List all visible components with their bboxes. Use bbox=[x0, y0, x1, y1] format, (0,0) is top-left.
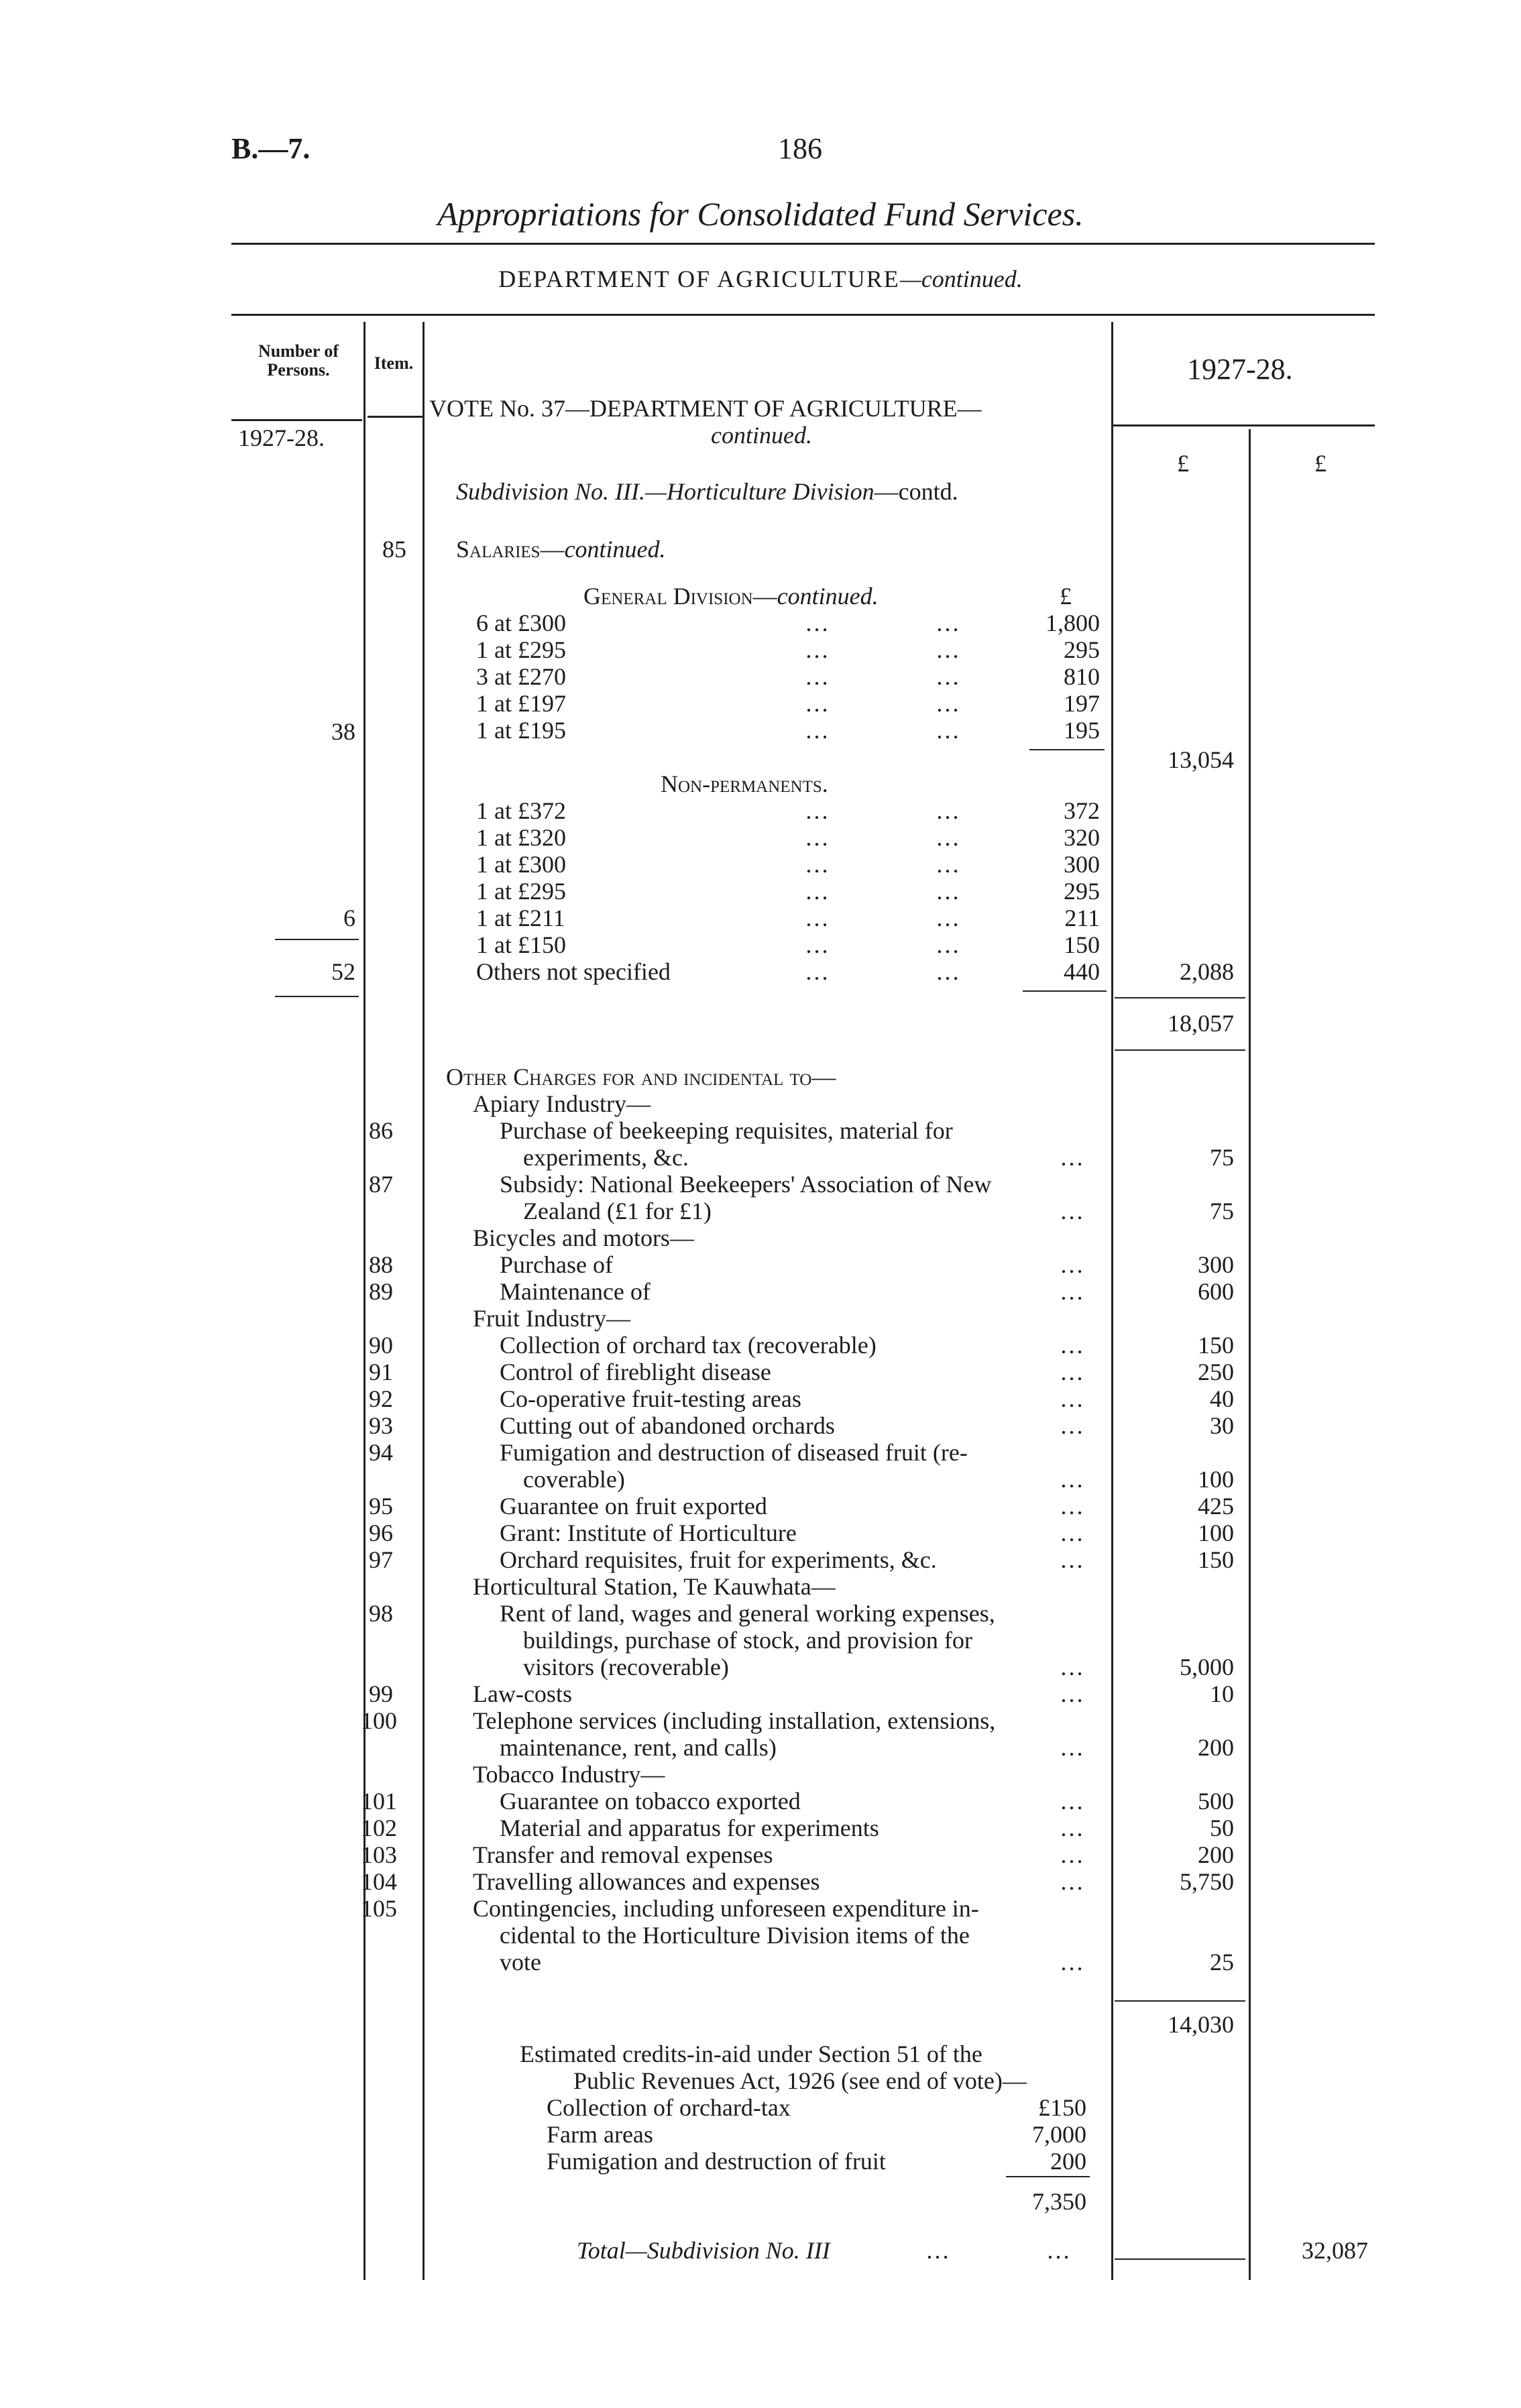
total-rule bbox=[1115, 2258, 1245, 2260]
leader-dots: … bbox=[1060, 1251, 1088, 1278]
year-header: 1927-28. bbox=[1187, 353, 1293, 386]
charges-subtotal-rule bbox=[1115, 2000, 1245, 2002]
item-number: 105 bbox=[361, 1895, 397, 1922]
total-leader-2: … bbox=[1046, 2237, 1074, 2264]
credit-amount: 7,000 bbox=[1032, 2121, 1086, 2148]
charge-text: Guarantee on tobacco exported bbox=[500, 1788, 801, 1815]
leader-dots: … bbox=[805, 797, 833, 824]
charge-text: Collection of orchard tax (recoverable) bbox=[500, 1332, 877, 1359]
leader-dots: … bbox=[805, 905, 833, 931]
salary-desc: 1 at £211 bbox=[476, 905, 565, 931]
item-number: 94 bbox=[369, 1439, 393, 1466]
charge-amount: 500 bbox=[1198, 1788, 1234, 1815]
leader-dots: … bbox=[1060, 1546, 1088, 1573]
leader-dots: … bbox=[1060, 1949, 1088, 1975]
charge-amount: 10 bbox=[1210, 1680, 1234, 1707]
charge-text: coverable) bbox=[523, 1466, 625, 1493]
charge-text: Purchase of beekeeping requisites, material for bbox=[500, 1117, 953, 1144]
charge-text: Telephone services (including installation, extensions, bbox=[473, 1707, 996, 1734]
salary-amount: 295 bbox=[1064, 878, 1100, 905]
item-number: 90 bbox=[369, 1332, 393, 1359]
leader-dots: … bbox=[1060, 1278, 1088, 1305]
nonperm-subtotal-rule bbox=[1023, 990, 1107, 992]
page-number: 186 bbox=[778, 132, 822, 165]
charge-amount: 300 bbox=[1198, 1251, 1234, 1278]
salaries-total-rule bbox=[1115, 1049, 1245, 1051]
charge-amount: 150 bbox=[1198, 1332, 1234, 1359]
amount-column-divider bbox=[1249, 429, 1251, 2280]
charge-text: Zealand (£1 for £1) bbox=[523, 1198, 712, 1224]
leader-dots: … bbox=[1060, 1868, 1088, 1895]
charge-text: Apiary Industry— bbox=[473, 1090, 651, 1117]
item-header-rule bbox=[368, 416, 424, 418]
credit-desc: Fumigation and destruction of fruit bbox=[547, 2148, 886, 2175]
leader-dots: … bbox=[805, 824, 833, 851]
charge-text: Control of fireblight disease bbox=[500, 1359, 771, 1385]
item-number: 96 bbox=[369, 1520, 393, 1546]
charge-text: maintenance, rent, and calls) bbox=[500, 1734, 777, 1761]
general-subtotal-rule bbox=[1029, 749, 1105, 750]
charge-amount: 40 bbox=[1210, 1385, 1234, 1412]
salary-amount: 1,800 bbox=[1046, 610, 1100, 636]
charge-text: cidental to the Horticulture Division items of the bbox=[500, 1922, 970, 1949]
persons-total-rule bbox=[275, 996, 359, 997]
persons-header-rule bbox=[231, 419, 362, 421]
item-number: 91 bbox=[369, 1359, 393, 1385]
salary-desc: 1 at £295 bbox=[476, 878, 566, 905]
leader-dots: … bbox=[1060, 1841, 1088, 1868]
title-rule bbox=[231, 243, 1375, 245]
charge-amount: 75 bbox=[1210, 1144, 1234, 1171]
leader-dots: … bbox=[936, 663, 964, 690]
leader-dots: … bbox=[1060, 1385, 1088, 1412]
grand-total: 32,087 bbox=[1302, 2237, 1368, 2264]
charge-text: vote bbox=[500, 1949, 541, 1975]
charge-text: Tobacco Industry— bbox=[473, 1761, 665, 1788]
leader-dots: … bbox=[936, 958, 964, 985]
leader-dots: … bbox=[1060, 1144, 1088, 1171]
leader-dots: … bbox=[936, 610, 964, 636]
other-charges-heading: Other Charges for and incidental to— bbox=[446, 1064, 836, 1090]
charge-text: Transfer and removal expenses bbox=[473, 1841, 773, 1868]
salary-amount: 197 bbox=[1064, 690, 1100, 717]
pound-header-2: £ bbox=[1314, 450, 1327, 477]
leader-dots: … bbox=[1060, 1815, 1088, 1841]
charge-text: buildings, purchase of stock, and provision for bbox=[523, 1627, 972, 1654]
persons-total: 52 bbox=[331, 958, 355, 985]
salary-desc: 1 at £197 bbox=[476, 690, 566, 717]
vote-title: VOTE No. 37—DEPARTMENT OF AGRICULTURE— bbox=[429, 395, 982, 422]
leader-dots: … bbox=[936, 851, 964, 878]
charge-text: Fumigation and destruction of diseased fruit (re- bbox=[500, 1439, 968, 1466]
salary-amount: 211 bbox=[1064, 905, 1100, 931]
item-number: 102 bbox=[361, 1815, 397, 1841]
charge-amount: 600 bbox=[1198, 1278, 1234, 1305]
credit-amount: 200 bbox=[1050, 2148, 1086, 2175]
salary-amount: 195 bbox=[1064, 717, 1100, 744]
leader-dots: … bbox=[1060, 1734, 1088, 1761]
charge-text: Travelling allowances and expenses bbox=[473, 1868, 820, 1895]
leader-dots: … bbox=[936, 636, 964, 663]
credits-total: 7,350 bbox=[1032, 2188, 1086, 2215]
salary-desc: 1 at £150 bbox=[476, 931, 566, 958]
report-code: B.—7. bbox=[231, 132, 311, 165]
salaries-pound-column: £ bbox=[1060, 583, 1072, 610]
charge-text: Law-costs bbox=[473, 1680, 572, 1707]
item-number: 100 bbox=[361, 1707, 397, 1734]
salary-desc: 6 at £300 bbox=[476, 610, 566, 636]
leader-dots: … bbox=[936, 878, 964, 905]
charge-amount: 250 bbox=[1198, 1359, 1234, 1385]
charge-amount: 5,750 bbox=[1180, 1868, 1234, 1895]
salary-amount: 810 bbox=[1064, 663, 1100, 690]
number-of-persons-header: Number of Persons. bbox=[258, 341, 339, 380]
general-total: 13,054 bbox=[1168, 746, 1234, 773]
credit-amount: £150 bbox=[1038, 2094, 1086, 2121]
leader-dots: … bbox=[1060, 1466, 1088, 1493]
salary-amount: 320 bbox=[1064, 824, 1100, 851]
salary-desc: 1 at £372 bbox=[476, 797, 566, 824]
header-rule bbox=[231, 314, 1375, 316]
credits-line-2: Public Revenues Act, 1926 (see end of vote)— bbox=[573, 2067, 1027, 2094]
charge-text: Co-operative fruit-testing areas bbox=[500, 1385, 801, 1412]
persons-year-header: 1927-28. bbox=[238, 424, 325, 451]
item-number: 89 bbox=[369, 1278, 393, 1305]
nonpermanents-heading: Non-permanents. bbox=[661, 770, 828, 797]
item-number: 93 bbox=[369, 1412, 393, 1439]
item-number: 97 bbox=[369, 1546, 393, 1573]
charge-text: Maintenance of bbox=[500, 1278, 651, 1305]
charge-amount: 30 bbox=[1210, 1412, 1234, 1439]
charge-text: Material and apparatus for experiments bbox=[500, 1815, 879, 1841]
salary-amount: 440 bbox=[1064, 958, 1100, 985]
charge-text: Rent of land, wages and general working expenses, bbox=[500, 1600, 995, 1627]
page-title: Appropriations for Consolidated Fund Services. bbox=[437, 195, 1084, 233]
leader-dots: … bbox=[1060, 1198, 1088, 1224]
item-header: Item. bbox=[374, 353, 414, 373]
item-column-divider bbox=[422, 322, 425, 2280]
subdivision-heading: Subdivision No. III.—Horticulture Division—contd. bbox=[456, 478, 958, 505]
charge-amount: 200 bbox=[1198, 1734, 1234, 1761]
salary-amount: 150 bbox=[1064, 931, 1100, 958]
leader-dots: … bbox=[805, 878, 833, 905]
leader-dots: … bbox=[1060, 1359, 1088, 1385]
salary-amount: 300 bbox=[1064, 851, 1100, 878]
charge-text: Bicycles and motors— bbox=[473, 1224, 694, 1251]
salaries-item: 85 bbox=[382, 536, 406, 563]
salary-desc: 1 at £295 bbox=[476, 636, 566, 663]
item-number: 87 bbox=[369, 1171, 393, 1198]
pound-header-1: £ bbox=[1177, 450, 1189, 477]
leader-dots: … bbox=[805, 717, 833, 744]
persons-subtotal-rule bbox=[275, 939, 359, 940]
leader-dots: … bbox=[1060, 1788, 1088, 1815]
charge-text: Contingencies, including unforeseen expenditure in- bbox=[473, 1895, 979, 1922]
charge-amount: 25 bbox=[1210, 1949, 1234, 1975]
salary-amount: 295 bbox=[1064, 636, 1100, 663]
leader-dots: … bbox=[936, 797, 964, 824]
leader-dots: … bbox=[805, 690, 833, 717]
charge-amount: 100 bbox=[1198, 1466, 1234, 1493]
leader-dots: … bbox=[1060, 1332, 1088, 1359]
credit-desc: Farm areas bbox=[547, 2121, 653, 2148]
charge-amount: 150 bbox=[1198, 1546, 1234, 1573]
salary-desc: 3 at £270 bbox=[476, 663, 566, 690]
charge-text: Cutting out of abandoned orchards bbox=[500, 1412, 835, 1439]
salary-desc: 1 at £320 bbox=[476, 824, 566, 851]
charge-amount: 200 bbox=[1198, 1841, 1234, 1868]
leader-dots: … bbox=[805, 851, 833, 878]
general-division-heading: General Division—continued. bbox=[583, 583, 879, 610]
item-number: 92 bbox=[369, 1385, 393, 1412]
leader-dots: … bbox=[1060, 1412, 1088, 1439]
credits-subtotal-rule bbox=[1006, 2176, 1090, 2177]
salary-desc: 1 at £195 bbox=[476, 717, 566, 744]
item-number: 98 bbox=[369, 1600, 393, 1627]
total-leader: … bbox=[925, 2237, 954, 2264]
leader-dots: … bbox=[936, 824, 964, 851]
item-number: 95 bbox=[369, 1493, 393, 1520]
leader-dots: … bbox=[1060, 1680, 1088, 1707]
charge-text: Fruit Industry— bbox=[473, 1305, 631, 1332]
item-number: 101 bbox=[361, 1788, 397, 1815]
credit-desc: Collection of orchard-tax bbox=[547, 2094, 791, 2121]
leader-dots: … bbox=[936, 690, 964, 717]
credits-line-1: Estimated credits-in-aid under Section 51 of the bbox=[520, 2041, 982, 2067]
total-label: Total—Subdivision No. III bbox=[577, 2237, 830, 2264]
salaries-subtotal-rule bbox=[1115, 997, 1245, 998]
charge-text: experiments, &c. bbox=[523, 1144, 689, 1171]
charge-text: Orchard requisites, fruit for experiments, &c. bbox=[500, 1546, 937, 1573]
leader-dots: … bbox=[936, 931, 964, 958]
charge-amount: 100 bbox=[1198, 1520, 1234, 1546]
charge-text: Purchase of bbox=[500, 1251, 613, 1278]
item-number: 86 bbox=[369, 1117, 393, 1144]
salaries-heading: Salaries—continued. bbox=[456, 536, 666, 563]
item-number: 104 bbox=[361, 1868, 397, 1895]
leader-dots: … bbox=[1060, 1520, 1088, 1546]
leader-dots: … bbox=[805, 610, 833, 636]
leader-dots: … bbox=[936, 905, 964, 931]
charge-text: Guarantee on fruit exported bbox=[500, 1493, 767, 1520]
year-header-rule bbox=[1113, 424, 1375, 426]
leader-dots: … bbox=[936, 717, 964, 744]
other-charges-total: 14,030 bbox=[1168, 2011, 1234, 2038]
salary-desc: 1 at £300 bbox=[476, 851, 566, 878]
salary-amount: 372 bbox=[1064, 797, 1100, 824]
leader-dots: … bbox=[805, 958, 833, 985]
item-number: 99 bbox=[369, 1680, 393, 1707]
salary-desc: Others not specified bbox=[476, 958, 671, 985]
department-heading: DEPARTMENT OF AGRICULTURE—continued. bbox=[498, 266, 1023, 292]
charge-text: Horticultural Station, Te Kauwhata— bbox=[473, 1573, 836, 1600]
charge-text: visitors (recoverable) bbox=[523, 1654, 729, 1680]
leader-dots: … bbox=[805, 663, 833, 690]
item-number: 88 bbox=[369, 1251, 393, 1278]
charge-amount: 75 bbox=[1210, 1198, 1234, 1224]
charge-amount: 5,000 bbox=[1180, 1654, 1234, 1680]
charge-text: Grant: Institute of Horticulture bbox=[500, 1520, 797, 1546]
description-column-divider bbox=[1111, 322, 1113, 2280]
leader-dots: … bbox=[805, 931, 833, 958]
nonperm-persons: 6 bbox=[343, 905, 355, 931]
salaries-total: 18,057 bbox=[1168, 1010, 1234, 1037]
charge-text: Subsidy: National Beekeepers' Association of New bbox=[500, 1171, 992, 1198]
leader-dots: … bbox=[1060, 1654, 1088, 1680]
item-number: 103 bbox=[361, 1841, 397, 1868]
general-persons: 38 bbox=[331, 718, 355, 745]
charge-amount: 50 bbox=[1210, 1815, 1234, 1841]
leader-dots: … bbox=[805, 636, 833, 663]
vote-continued: continued. bbox=[711, 422, 812, 449]
charge-amount: 425 bbox=[1198, 1493, 1234, 1520]
leader-dots: … bbox=[1060, 1493, 1088, 1520]
nonperm-total: 2,088 bbox=[1180, 958, 1234, 985]
